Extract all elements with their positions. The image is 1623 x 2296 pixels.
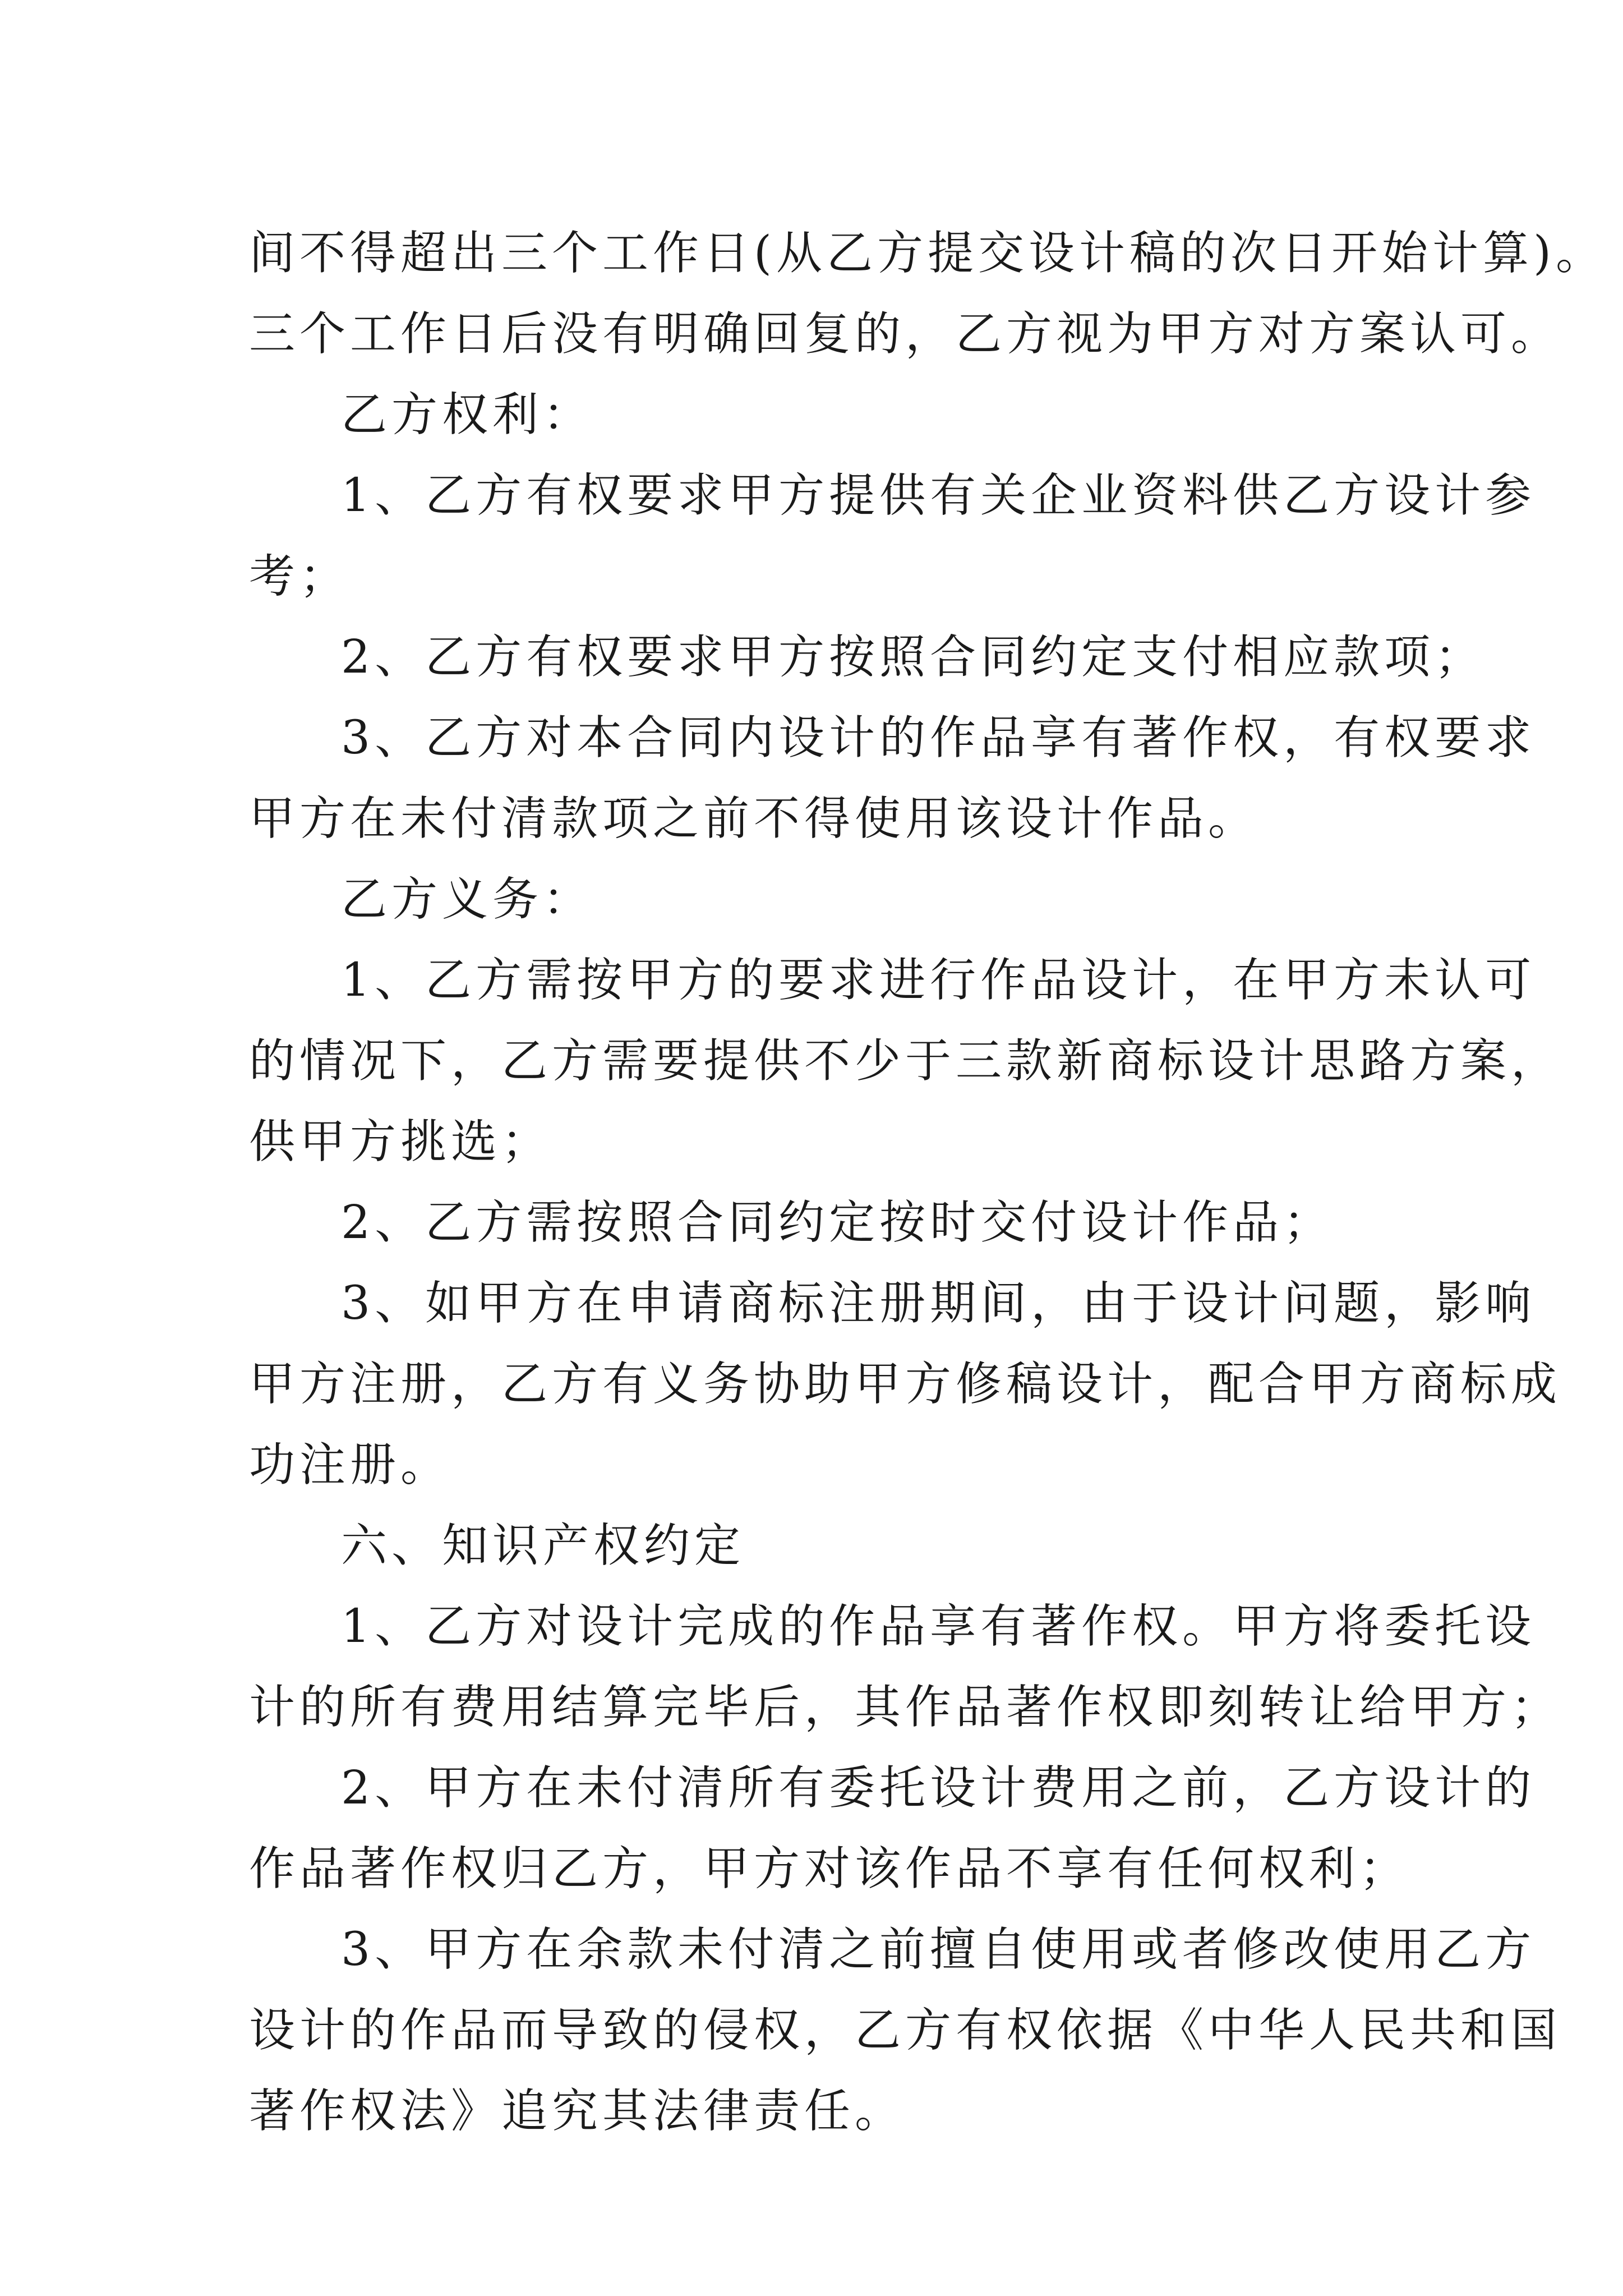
text-line: 2、乙方需按照合同约定按时交付设计作品； bbox=[341, 1196, 1334, 1249]
text-line: 供甲方挑选； bbox=[249, 1115, 552, 1168]
text-line: 考； bbox=[249, 550, 351, 603]
text-line: 3、甲方在余款未付清之前擅自使用或者修改使用乙方 bbox=[341, 1923, 1536, 1976]
text-line: 设计的作品而导致的侵权，乙方有权依据《中华人民共和国 bbox=[249, 2004, 1562, 2057]
text-line: 三个工作日后没有明确回复的，乙方视为甲方对方案认可。 bbox=[249, 307, 1562, 361]
text-line: 3、如甲方在申请商标注册期间，由于设计问题，影响 bbox=[341, 1277, 1536, 1330]
text-line: 2、乙方有权要求甲方按照合同约定支付相应款项； bbox=[341, 631, 1486, 684]
text-line: 1、乙方有权要求甲方提供有关企业资料供乙方设计参 bbox=[341, 469, 1536, 522]
text-line: 2、甲方在未付清所有委托设计费用之前，乙方设计的 bbox=[341, 1761, 1536, 1815]
text-line: 3、乙方对本合同内设计的作品享有著作权，有权要求 bbox=[341, 711, 1536, 765]
text-line: 的情况下，乙方需要提供不少于三款新商标设计思路方案， bbox=[249, 1034, 1562, 1088]
section-heading: 乙方义务： bbox=[341, 873, 594, 926]
section-heading: 六、知识产权约定 bbox=[341, 1519, 745, 1572]
section-heading: 乙方权利： bbox=[341, 388, 594, 441]
text-line: 1、乙方对设计完成的作品享有著作权。甲方将委托设 bbox=[341, 1600, 1536, 1653]
text-line: 功注册。 bbox=[249, 1438, 451, 1492]
text-line: 甲方在未付清款项之前不得使用该设计作品。 bbox=[249, 792, 1259, 845]
text-line: 计的所有费用结算完毕后，其作品著作权即刻转让给甲方； bbox=[249, 1681, 1562, 1734]
text-line: 间不得超出三个工作日(从乙方提交设计稿的次日开始计算)。 bbox=[249, 227, 1606, 280]
text-line: 甲方注册，乙方有义务协助甲方修稿设计，配合甲方商标成 bbox=[249, 1358, 1562, 1411]
text-line: 著作权法》追究其法律责任。 bbox=[249, 2085, 906, 2138]
document-body bbox=[249, 213, 1606, 2152]
text-line: 作品著作权归乙方，甲方对该作品不享有任何权利； bbox=[249, 1842, 1410, 1895]
text-line: 1、乙方需按甲方的要求进行作品设计，在甲方未认可 bbox=[341, 954, 1536, 1007]
